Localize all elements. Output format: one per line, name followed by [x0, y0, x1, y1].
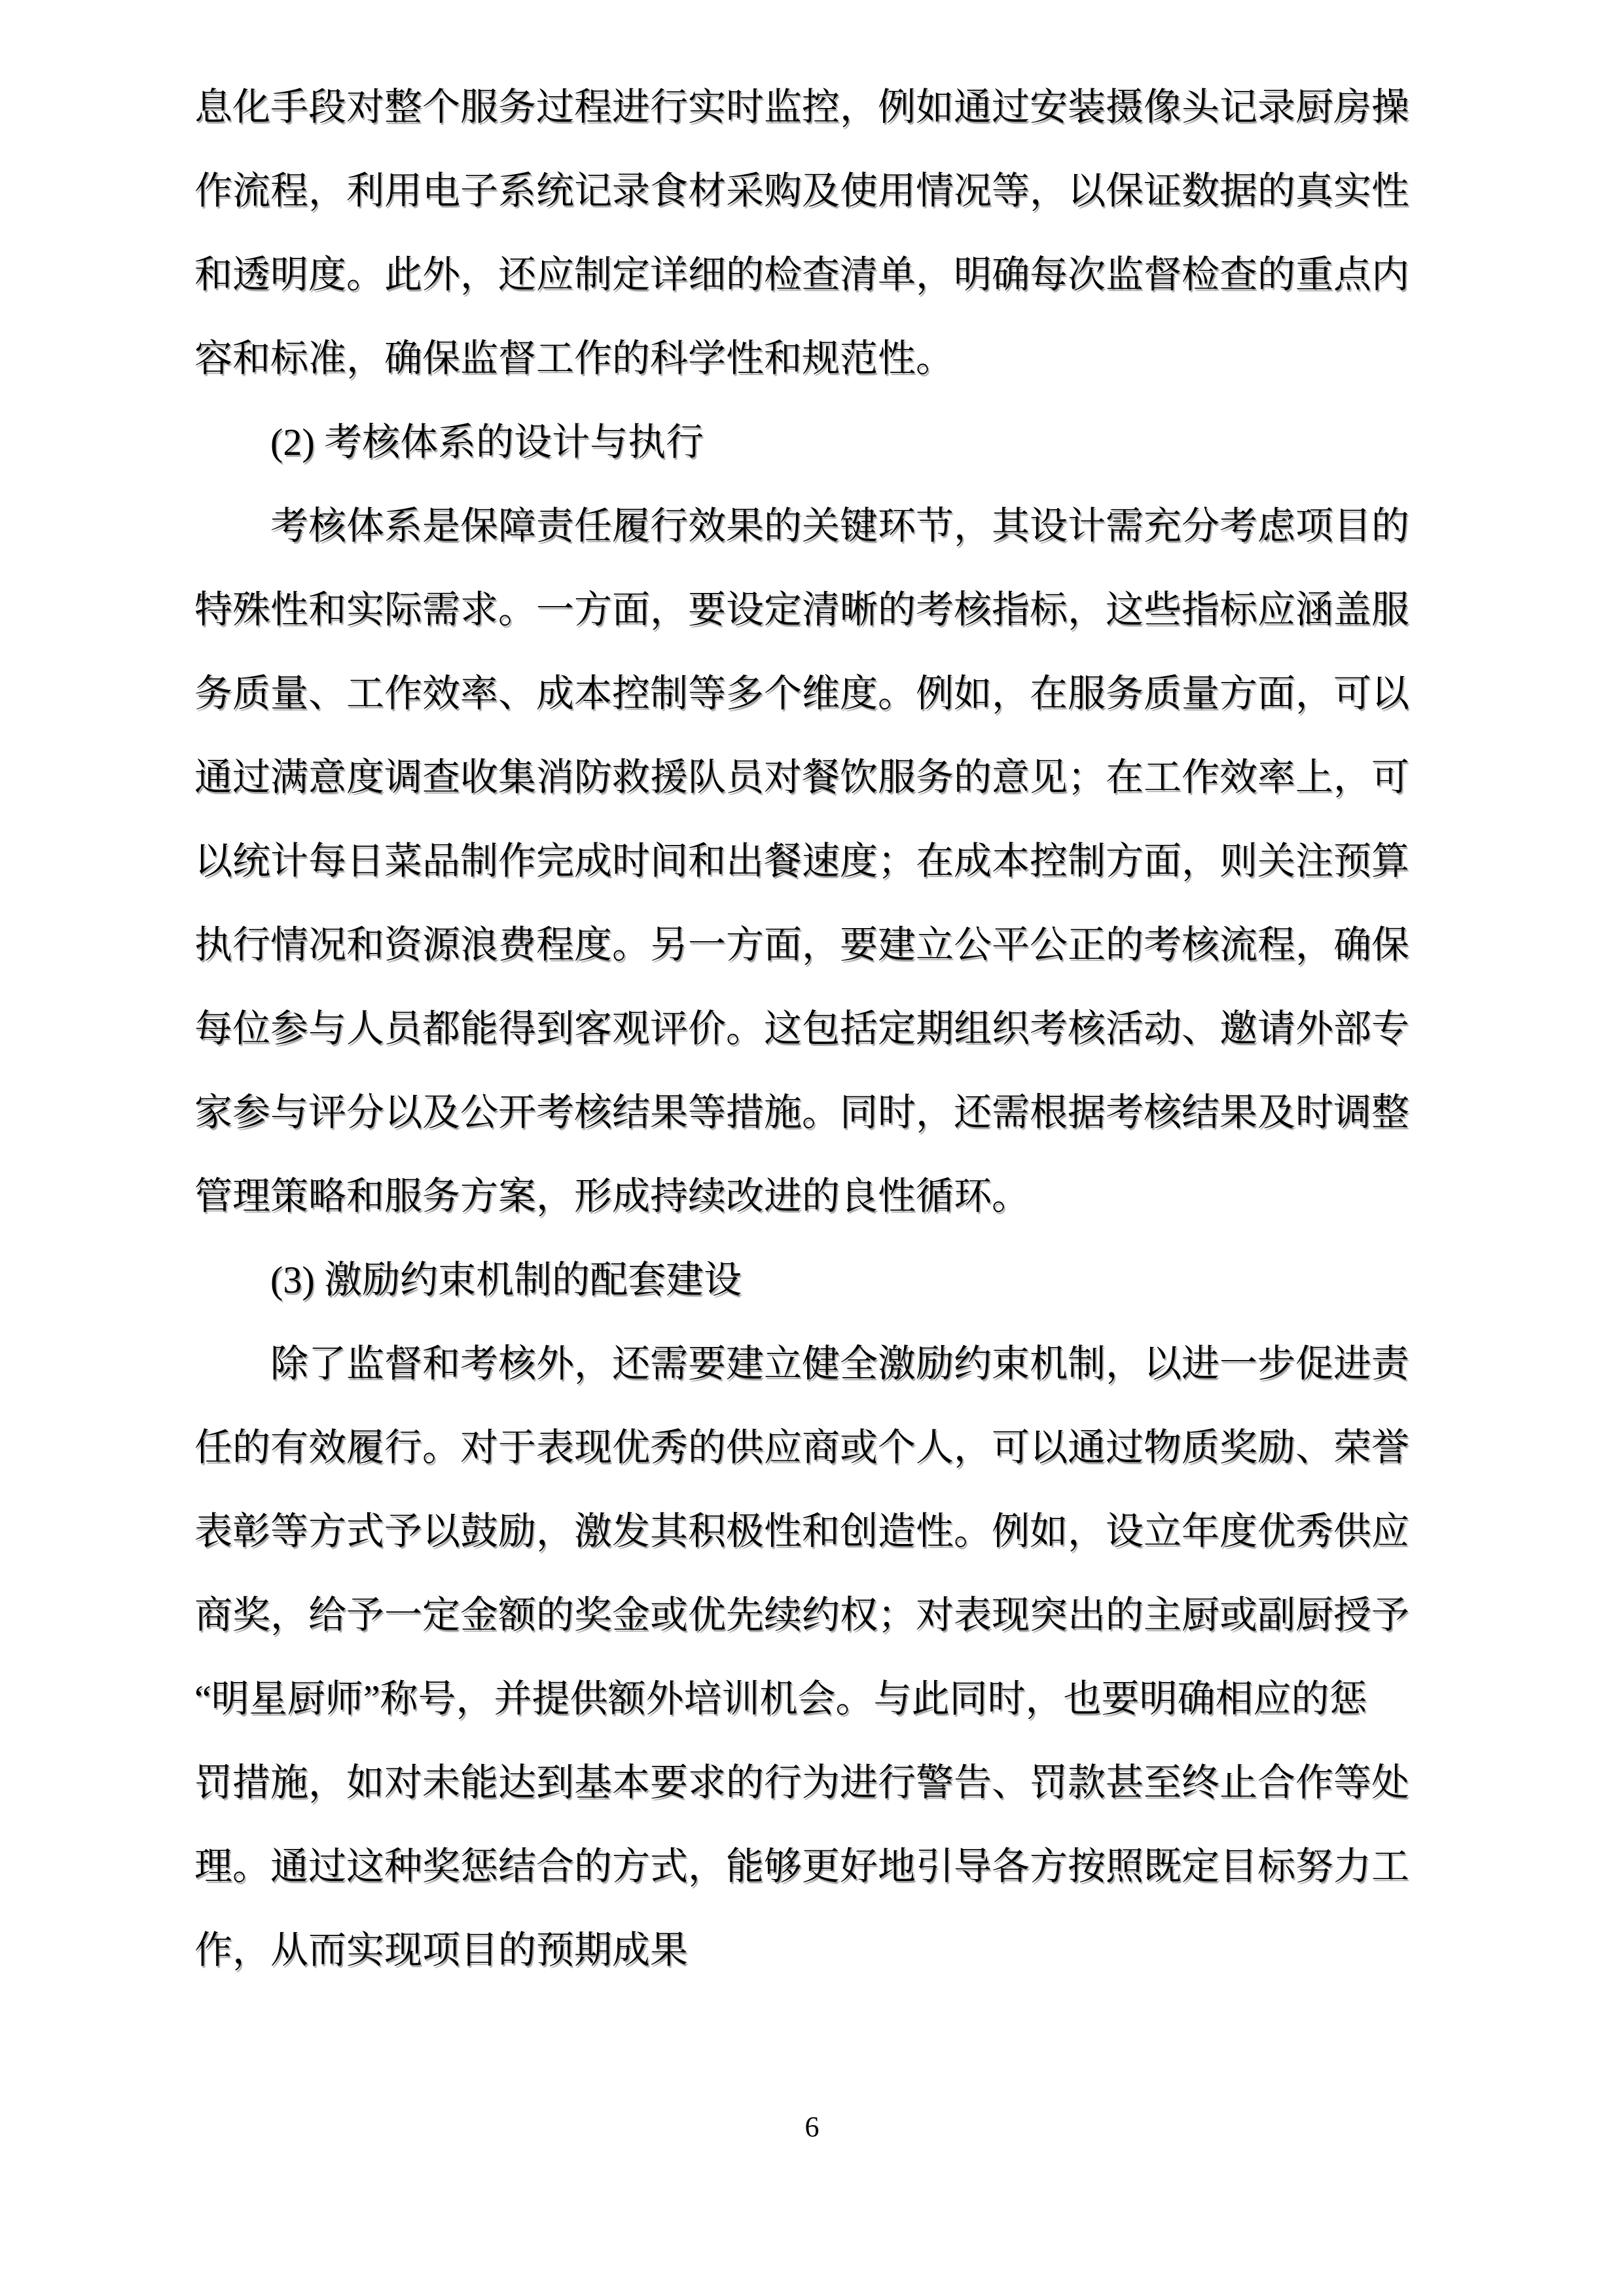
text-line: 以统计每日菜品制作完成时间和出餐速度；在成本控制方面，则关注预算: [194, 840, 1410, 882]
text-line: 通过满意度调查收集消防救援队员对餐饮服务的意见；在工作效率上，可: [194, 756, 1410, 798]
page-number: 6: [804, 2111, 820, 2143]
text-content: [194, 65, 1416, 1992]
text-line: 考核体系是保障责任履行效果的关键环节，其设计需充分考虑项目的: [270, 505, 1410, 547]
heading-assessment-system: [194, 401, 1416, 484]
text-line: 理。通过这种奖惩结合的方式，能够更好地引导各方按照既定目标努力工: [194, 1845, 1410, 1888]
heading-line: (3) 激励约束机制的配套建设: [270, 1259, 742, 1301]
heading-line: (2) 考核体系的设计与执行: [270, 421, 704, 463]
text-line: 和透明度。此外，还应制定详细的检查清单，明确每次监督检查的重点内: [194, 253, 1410, 296]
paragraph-assessment-system: [194, 484, 1416, 1238]
text-line: 执行情况和资源浪费程度。另一方面，要建立公平公正的考核流程，确保: [194, 924, 1410, 966]
text-line: 作流程，利用电子系统记录食材采购及使用情况等，以保证数据的真实性: [194, 170, 1410, 212]
text-line: 作，从而实现项目的预期成果: [194, 1929, 689, 1971]
text-line: 任的有效履行。对于表现优秀的供应商或个人，可以通过物质奖励、荣誉: [194, 1426, 1410, 1469]
text-line: 息化手段对整个服务过程进行实时监控，例如通过安装摄像头记录厨房操: [194, 86, 1410, 128]
text-line: 务质量、工作效率、成本控制等多个维度。例如，在服务质量方面，可以: [194, 672, 1410, 715]
heading-incentive-mechanism: [194, 1238, 1416, 1322]
text-line: 容和标准，确保监督工作的科学性和规范性。: [194, 337, 954, 380]
text-line: 罚措施，如对未能达到基本要求的行为进行警告、罚款甚至终止合作等处: [194, 1761, 1410, 1804]
page-footer: [0, 2109, 1624, 2145]
text-line: 特殊性和实际需求。一方面，要设定清晰的考核指标，这些指标应涵盖服: [194, 588, 1410, 631]
continued-paragraph-supervision: [194, 65, 1416, 401]
text-line: 表彰等方式予以鼓励，激发其积极性和创造性。例如，设立年度优秀供应: [194, 1510, 1410, 1552]
paragraph-incentive-mechanism: [194, 1322, 1416, 1992]
text-line: 每位参与人员都能得到客观评价。这包括定期组织考核活动、邀请外部专: [194, 1007, 1410, 1050]
text-line: “明星厨师”称号，并提供额外培训机会。与此同时，也要明确相应的惩: [194, 1677, 1367, 1720]
text-line: 除了监督和考核外，还需要建立健全激励约束机制，以进一步促进责: [270, 1342, 1410, 1385]
text-line: 商奖，给予一定金额的奖金或优先续约权；对表现突出的主厨或副厨授予: [194, 1594, 1410, 1636]
text-line: 家参与评分以及公开考核结果等措施。同时，还需根据考核结果及时调整: [194, 1091, 1410, 1134]
text-line: 管理策略和服务方案，形成持续改进的良性循环。: [194, 1175, 1030, 1217]
